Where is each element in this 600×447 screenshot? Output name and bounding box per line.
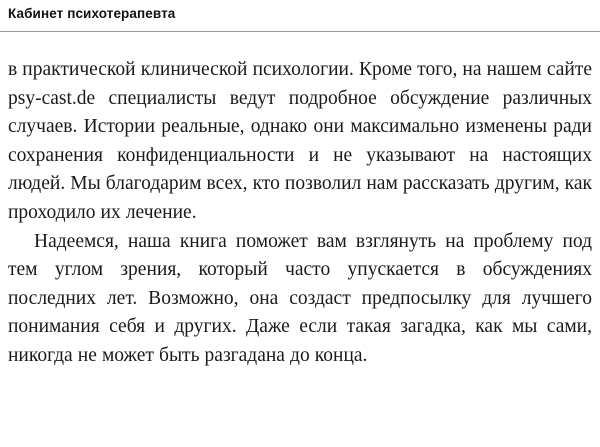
running-head: Кабинет психотерапевта — [8, 6, 176, 21]
body-text — [8, 56, 592, 371]
header-divider — [0, 31, 600, 32]
paragraph: Надеемся, наша книга поможет вам взглянуть на проблему под тем углом зрения, который часто упускается в обсуждениях последних лет. Возможно, она создаст предпосылку для лучшего понимания себя и других. Даже если такая загадка, как мы сами, никогда не может быть разгадана до конца. — [8, 230, 592, 366]
paragraph: в практической клинической психологии. Кроме того, на нашем сайте psy-cast.de специалисты ведут подробное обсуждение различных случаев. Истории реальные, однако они максимально изменены ради сохранения конфиденциальности и не указывают на настоящих людей. Мы благодарим всех, кто позволил нам рассказать другим, как проходило их лечение. — [8, 59, 592, 223]
